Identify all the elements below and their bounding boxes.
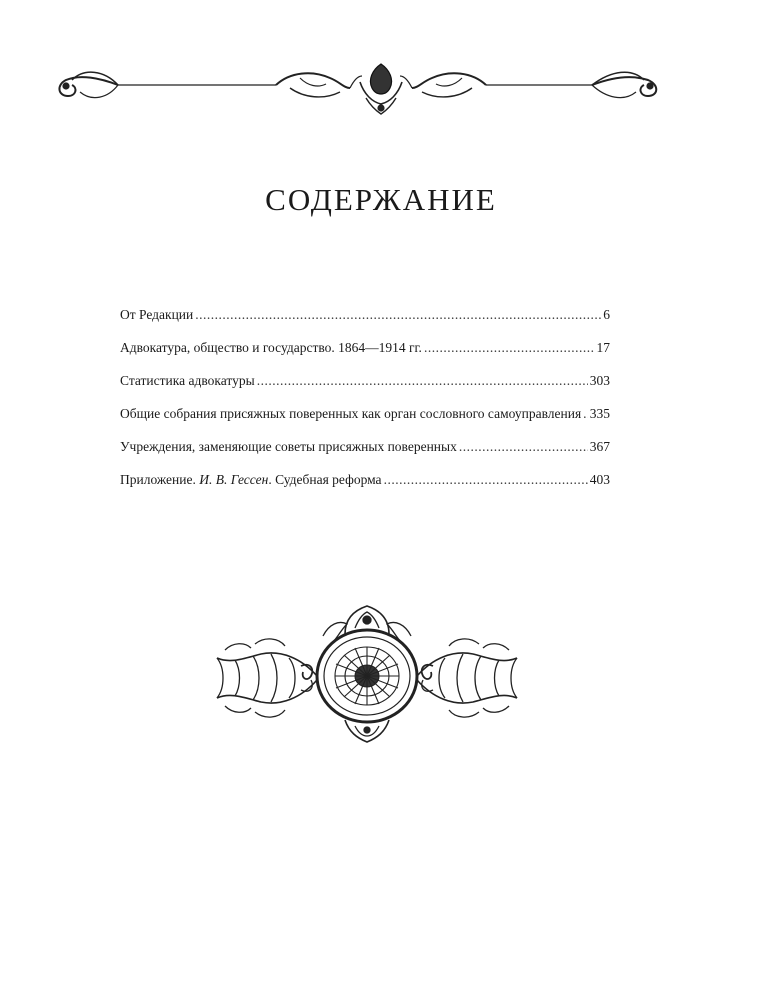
toc-entry-title bbox=[120, 307, 193, 323]
toc-entry bbox=[120, 472, 610, 505]
toc-page-number: 335 bbox=[589, 406, 610, 421]
toc-entry bbox=[120, 340, 610, 373]
toc-dot-leader bbox=[384, 472, 588, 488]
toc-page-number: 403 bbox=[589, 472, 610, 487]
baroque-scroll-divider-icon bbox=[0, 58, 762, 118]
toc-entry-author: И. В. Гессен bbox=[199, 472, 269, 487]
toc-entry-title-part: Учреждения, заменяющие советы присяжных поверенных bbox=[120, 439, 457, 454]
toc-dot-leader bbox=[195, 307, 601, 323]
toc-page-number: 17 bbox=[596, 340, 610, 355]
toc-dot-leader bbox=[459, 439, 588, 455]
toc-entry-title bbox=[120, 439, 457, 455]
table-of-contents bbox=[120, 307, 610, 505]
toc-dot-leader bbox=[583, 406, 588, 422]
rosette-medallion-vignette-icon bbox=[205, 598, 529, 748]
toc-entry bbox=[120, 406, 610, 439]
toc-entry bbox=[120, 307, 610, 340]
toc-entry-title-part: Приложение. bbox=[120, 472, 200, 487]
toc-entry-title-part: От Редакции bbox=[120, 307, 194, 322]
toc-entry-title bbox=[120, 340, 422, 356]
toc-page-number: 303 bbox=[589, 373, 610, 388]
toc-entry-title-part: Адвокатура, общество и государство. 1864—1914 гг. bbox=[120, 340, 422, 355]
toc-entry-title-part: . Судебная реформа bbox=[268, 472, 382, 487]
toc-page-number: 367 bbox=[589, 439, 610, 454]
page-title: СОДЕРЖАНИЕ bbox=[265, 182, 497, 217]
toc-entry-title-part: Общие собрания присяжных поверенных как орган сословного самоуправления bbox=[120, 406, 582, 421]
toc-dot-leader bbox=[424, 340, 595, 356]
toc-entry bbox=[120, 373, 610, 406]
toc-entry-title bbox=[120, 373, 255, 389]
toc-entry-title bbox=[120, 472, 382, 488]
toc-entry-title bbox=[120, 406, 581, 422]
toc-entry bbox=[120, 439, 610, 472]
toc-dot-leader bbox=[257, 373, 588, 389]
toc-page-number: 6 bbox=[603, 307, 610, 322]
toc-entry-title-part: Статистика адвокатуры bbox=[120, 373, 255, 388]
